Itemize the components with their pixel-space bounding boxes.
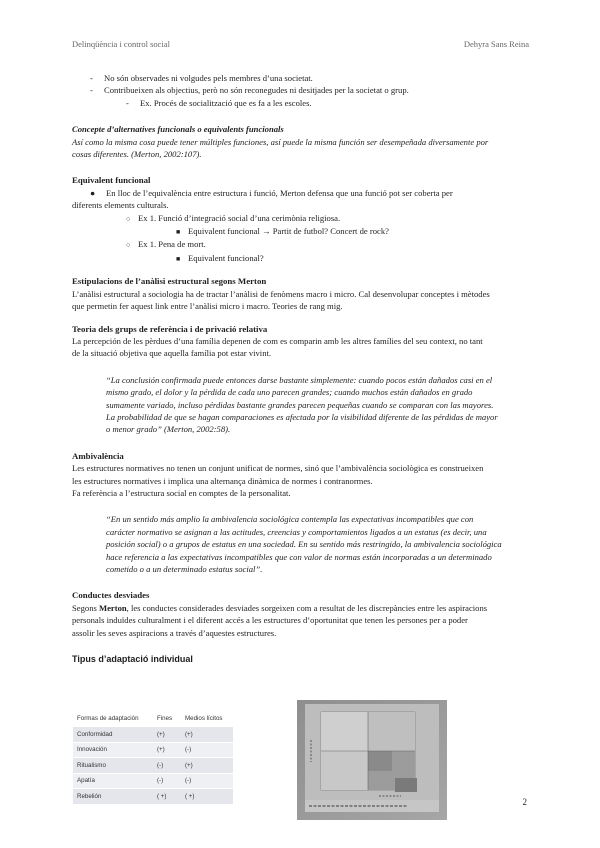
s5-l1: Les estructures normatives no tenen un conjunt unificat de normes, sinó que l’ambivalència sociològica es construeixen [72,463,484,474]
s5-l3: Fa referència a l’estructura social en comptes de la personalitat. [72,487,291,498]
s2-circle-2: ○ Ex 1. Pena de mort. [126,239,206,250]
intro-subdash: - Ex. Procés de socialització que es fa a les escoles. [126,97,312,108]
s1-l2: cosas diferentes. (Merton, 2002:107). [72,149,202,160]
table-cell: (+) [185,730,193,738]
table-cell: Innovación [77,746,107,754]
s4-quote-3: sumamente variado, incluso pérdidas bastante grandes parecen pequeñas cuando se comparan con las mayores. [106,399,494,410]
s5-quote-1: “En un sentido más amplio la ambivalencia sociológica contempla las expectativas incompatibles que con [106,514,474,525]
table-row [73,774,233,790]
table-cell: Apatía [77,777,95,785]
s7-title: Tipus d’adaptació individual [72,654,193,665]
table-cell: (+) [157,730,165,738]
s6-title: Conductes desviades [72,590,150,601]
s5-quote-2: carácter normativo se asignan a las actitudes, creencias y comportamientos ligados a un estatus (es decir, una [106,526,487,537]
table-header-cell: Fines [157,714,173,722]
table-cell: (-) [157,777,164,785]
s4-quote-5: o menor grado” (Merton, 2002:58). [106,424,231,435]
header-right: Dehyra Sans Reina [463,39,529,49]
s4-title: Teoria dels grups de referència i de privació relativa [72,323,268,334]
s1-l1: Así como la misma cosa puede tener múltiples funciones, así puede la misma función ser desempeñada diversamente por [72,136,489,147]
table-row [73,758,233,774]
content [72,72,527,665]
s2-bullet: ● En lloc de l’equivalència entre estructura i funció, Merton defensa que una funció pot ser coberta per [90,187,453,198]
s5-quote-4: hace referencia a las expectativas incompatibles que con valor de normas están incorporadas a un determinado [106,551,492,562]
header-left: Delinqüència i control social [72,39,170,49]
s4-l2: de la situació objetiva que aquella família pot estar vivint. [72,348,272,359]
s3-l2: que permetin fer aquest link entre l’anàlisi micro i macro. Teories de rang mig. [72,301,343,312]
s5-quote-3: posición social) o a grupos de estatus en una sociedad. En su sentido más restringido, la ambivalencia sociológica [106,539,502,550]
s5-quote-5: cometido o a un determinado estatus social”. [106,564,263,574]
adaptation-table [73,710,233,805]
table-cell: (+) [157,746,165,754]
matrix-photo [297,700,447,820]
s6-l2: personals induïdes culturalment i el diferent accés a les estructures d’oportunitat que tenen les persones per a poder [72,615,468,626]
intro-dash-1: - No són observades ni volgudes pels membres d’una societat. [90,73,313,83]
s1-title: Concepte d’alternatives funcionals o equivalents funcionals [72,124,284,135]
s2-circle-1: ○ Ex 1. Funció d’integració social d’una cerimònia religiosa. [126,212,341,223]
s3-l1: L’anàlisi estructural a sociologia ha de tractar l’anàlisi de fenòmens macro i micro. Cal desenvolupar conceptes i mètodes [72,288,490,299]
intro-dash-2: - Contribueixen als objectius, però no són reconegudes ni desitjades per la societat o grup. [90,85,409,96]
table-header-cell: Formas de adaptación [77,714,139,722]
s2-square-1: ■ Equivalent funcional → Partit de futbol? Concert de rock? [176,226,389,237]
table-header-row [73,710,233,727]
table-cell: (-) [157,761,164,769]
s4-quote-1: “La conclusión confirmada puede entonces darse bastante simplemente: cuando pocos están dañados casi en el [106,374,493,385]
table-row [73,743,233,759]
table-row [73,727,233,743]
table-header-cell: Medios lícitos [185,714,223,722]
s4-l1: La percepción de les pèrdues d’una família depenen de com es comparin amb les altres famílies del seu context, no tant [72,335,483,346]
page-number: 2 [522,797,527,807]
table-cell: Conformidad [77,730,113,738]
s4-quote-2: mismo grado, el dolor y la pérdida de cada uno parecen grandes; cuando muchos están dañados en grado [106,387,473,398]
table-cell: ( +) [157,792,167,800]
s3-title: Estipulacions de l’anàlisi estructural segons Merton [72,276,267,287]
s5-l2: les estructures normatives i implica una alternança dinàmica de normes i contranormes. [72,475,373,486]
table-cell: (-) [185,746,192,754]
matrix-photo-drawing [297,700,447,820]
s2-square-2: ■ Equivalent funcional? [176,252,264,263]
table-cell: (+) [185,761,193,769]
s5-title: Ambivalència [72,450,124,461]
table-cell: Rebelión [77,792,102,800]
s6-l3: assolir les seves aspiracions a través d’aquestes estructures. [72,627,277,638]
table-row [73,789,233,805]
s6-l1: Segons Merton, les conductes considerades desviades sorgeixen com a resultat de les discrepàncies entre les aspiracions [72,602,488,613]
s2-title: Equivalent funcional [72,175,151,186]
table-cell: (-) [185,777,192,785]
table-cell: Ritualismo [77,761,106,769]
s2-bullet-cont: diferents elements culturals. [72,200,169,211]
s4-quote-4: La probabilidad de que se hagan comparaciones es afectada por la visibilidad diferente de las pérdidas de mayor [106,411,498,422]
table-cell: ( +) [185,792,195,800]
